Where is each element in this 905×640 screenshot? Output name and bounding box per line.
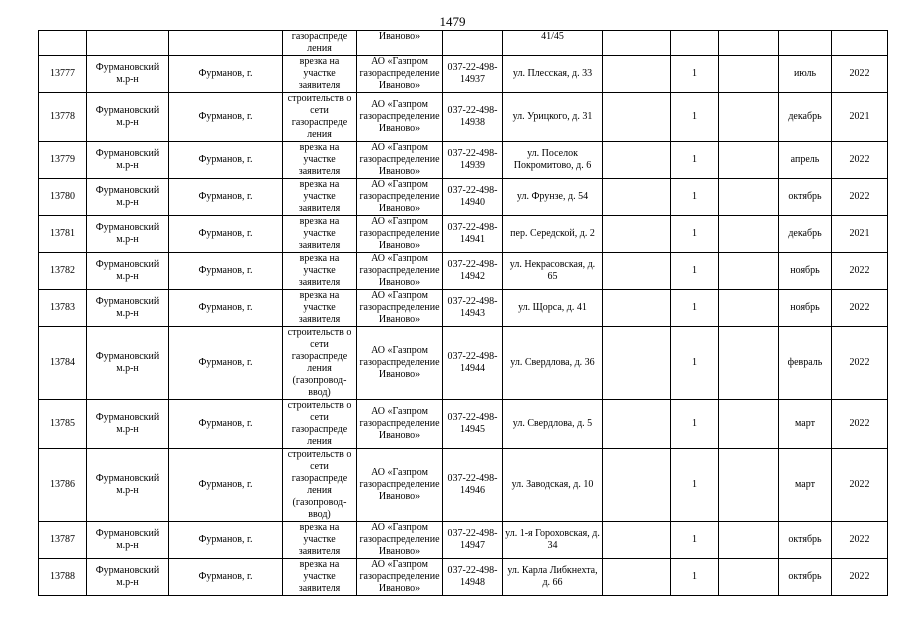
cell-qty: 1 [671, 449, 719, 522]
cell-empty [603, 93, 671, 142]
cell-year: 2022 [832, 56, 888, 93]
cell-code: 037-22-498-14947 [443, 522, 503, 559]
cell-empty [603, 216, 671, 253]
cell-qty [671, 31, 719, 56]
cell-code: 037-22-498-14937 [443, 56, 503, 93]
table-row [39, 449, 888, 522]
cell-city: Фурманов, г. [169, 559, 283, 596]
cell-id: 13786 [39, 449, 87, 522]
cell-id: 13784 [39, 327, 87, 400]
cell-district [87, 31, 169, 56]
cell-empty [603, 559, 671, 596]
cell-work-type: врезка на участке заявителя [283, 179, 357, 216]
cell-year: 2022 [832, 449, 888, 522]
cell-city: Фурманов, г. [169, 216, 283, 253]
cell-qty: 1 [671, 56, 719, 93]
cell-year: 2022 [832, 253, 888, 290]
cell-qty: 1 [671, 290, 719, 327]
cell-code [443, 31, 503, 56]
cell-id: 13782 [39, 253, 87, 290]
cell-year: 2021 [832, 93, 888, 142]
cell-address: ул. Фрунзе, д. 54 [503, 179, 603, 216]
cell-address: ул. Заводская, д. 10 [503, 449, 603, 522]
cell-empty [719, 290, 779, 327]
cell-address: ул. Некрасовская, д. 65 [503, 253, 603, 290]
cell-district: Фурмановский м.р-н [87, 216, 169, 253]
table-row [39, 559, 888, 596]
cell-empty [603, 449, 671, 522]
cell-city: Фурманов, г. [169, 93, 283, 142]
cell-id: 13787 [39, 522, 87, 559]
cell-address: пер. Середской, д. 2 [503, 216, 603, 253]
cell-year: 2022 [832, 327, 888, 400]
cell-id: 13780 [39, 179, 87, 216]
cell-month: март [779, 400, 832, 449]
cell-qty: 1 [671, 253, 719, 290]
cell-code: 037-22-498-14939 [443, 142, 503, 179]
cell-city [169, 31, 283, 56]
cell-empty [603, 31, 671, 56]
cell-organization: АО «Газпром газораспределение Иваново» [357, 327, 443, 400]
cell-district: Фурмановский м.р-н [87, 142, 169, 179]
cell-district: Фурмановский м.р-н [87, 522, 169, 559]
cell-work-type: врезка на участке заявителя [283, 253, 357, 290]
cell-month: июль [779, 56, 832, 93]
cell-address: 41/45 [503, 31, 603, 56]
cell-work-type: врезка на участке заявителя [283, 290, 357, 327]
cell-code: 037-22-498-14940 [443, 179, 503, 216]
page-number: 1479 [439, 14, 466, 29]
cell-district: Фурмановский м.р-н [87, 400, 169, 449]
cell-organization: АО «Газпром газораспределение Иваново» [357, 559, 443, 596]
cell-organization: АО «Газпром газораспределение Иваново» [357, 56, 443, 93]
cell-year [832, 31, 888, 56]
cell-id: 13777 [39, 56, 87, 93]
cell-empty [603, 179, 671, 216]
cell-address: ул. Карла Либкнехта, д. 66 [503, 559, 603, 596]
cell-empty [603, 327, 671, 400]
cell-qty: 1 [671, 400, 719, 449]
cell-address: ул. Урицкого, д. 31 [503, 93, 603, 142]
cell-id: 13783 [39, 290, 87, 327]
cell-work-type: врезка на участке заявителя [283, 522, 357, 559]
cell-organization: Иваново» [357, 31, 443, 56]
cell-organization: АО «Газпром газораспределение Иваново» [357, 400, 443, 449]
cell-organization: АО «Газпром газораспределение Иваново» [357, 522, 443, 559]
cell-work-type: врезка на участке заявителя [283, 216, 357, 253]
cell-month: декабрь [779, 216, 832, 253]
cell-month: февраль [779, 327, 832, 400]
cell-empty [603, 142, 671, 179]
cell-organization: АО «Газпром газораспределение Иваново» [357, 142, 443, 179]
cell-address: ул. Свердлова, д. 5 [503, 400, 603, 449]
cell-year: 2022 [832, 522, 888, 559]
cell-code: 037-22-498-14946 [443, 449, 503, 522]
cell-work-type: врезка на участке заявителя [283, 56, 357, 93]
cell-empty [719, 449, 779, 522]
cell-empty [719, 327, 779, 400]
cell-id: 13779 [39, 142, 87, 179]
cell-id: 13781 [39, 216, 87, 253]
cell-organization: АО «Газпром газораспределение Иваново» [357, 290, 443, 327]
cell-year: 2022 [832, 142, 888, 179]
cell-year: 2022 [832, 559, 888, 596]
cell-qty: 1 [671, 327, 719, 400]
cell-work-type: врезка на участке заявителя [283, 559, 357, 596]
cell-work-type: строительств о сети газораспреде ления (газопровод-ввод) [283, 449, 357, 522]
cell-year: 2021 [832, 216, 888, 253]
cell-month: декабрь [779, 93, 832, 142]
cell-organization: АО «Газпром газораспределение Иваново» [357, 253, 443, 290]
cell-empty [603, 253, 671, 290]
cell-city: Фурманов, г. [169, 449, 283, 522]
cell-district: Фурмановский м.р-н [87, 56, 169, 93]
cell-code: 037-22-498-14943 [443, 290, 503, 327]
cell-code: 037-22-498-14938 [443, 93, 503, 142]
cell-id [39, 31, 87, 56]
cell-district: Фурмановский м.р-н [87, 179, 169, 216]
cell-address: ул. 1-я Гороховская, д. 34 [503, 522, 603, 559]
cell-empty [719, 179, 779, 216]
table-row [39, 56, 888, 93]
cell-month: октябрь [779, 522, 832, 559]
cell-id: 13778 [39, 93, 87, 142]
cell-empty [719, 31, 779, 56]
table-row [39, 93, 888, 142]
cell-empty [603, 56, 671, 93]
cell-month: октябрь [779, 559, 832, 596]
cell-qty: 1 [671, 522, 719, 559]
cell-work-type: строительств о сети газораспреде ления (газопровод-ввод) [283, 327, 357, 400]
cell-qty: 1 [671, 93, 719, 142]
cell-work-type: строительств о сети газораспреде ления [283, 93, 357, 142]
cell-city: Фурманов, г. [169, 400, 283, 449]
cell-empty [719, 56, 779, 93]
table-row [39, 327, 888, 400]
cell-organization: АО «Газпром газораспределение Иваново» [357, 216, 443, 253]
cell-district: Фурмановский м.р-н [87, 93, 169, 142]
cell-district: Фурмановский м.р-н [87, 559, 169, 596]
cell-district: Фурмановский м.р-н [87, 449, 169, 522]
table-row [39, 522, 888, 559]
cell-address: ул. Поселок Покромитово, д. 6 [503, 142, 603, 179]
cell-district: Фурмановский м.р-н [87, 327, 169, 400]
cell-city: Фурманов, г. [169, 179, 283, 216]
table-row [39, 253, 888, 290]
cell-id: 13788 [39, 559, 87, 596]
cell-code: 037-22-498-14942 [443, 253, 503, 290]
cell-organization: АО «Газпром газораспределение Иваново» [357, 449, 443, 522]
cell-empty [719, 559, 779, 596]
continuation-row [39, 31, 888, 56]
cell-city: Фурманов, г. [169, 56, 283, 93]
cell-city: Фурманов, г. [169, 522, 283, 559]
cell-code: 037-22-498-14948 [443, 559, 503, 596]
cell-district: Фурмановский м.р-н [87, 290, 169, 327]
registry-table [38, 30, 888, 596]
cell-city: Фурманов, г. [169, 290, 283, 327]
cell-code: 037-22-498-14941 [443, 216, 503, 253]
cell-address: ул. Щорса, д. 41 [503, 290, 603, 327]
cell-organization: АО «Газпром газораспределение Иваново» [357, 179, 443, 216]
cell-month: апрель [779, 142, 832, 179]
cell-work-type: строительств о сети газораспреде ления [283, 400, 357, 449]
cell-empty [719, 142, 779, 179]
cell-district: Фурмановский м.р-н [87, 253, 169, 290]
cell-work-type: газораспреде ления [283, 31, 357, 56]
cell-id: 13785 [39, 400, 87, 449]
cell-empty [603, 290, 671, 327]
cell-month: ноябрь [779, 290, 832, 327]
cell-address: ул. Плесская, д. 33 [503, 56, 603, 93]
cell-year: 2022 [832, 400, 888, 449]
cell-city: Фурманов, г. [169, 142, 283, 179]
cell-organization: АО «Газпром газораспределение Иваново» [357, 93, 443, 142]
cell-month: ноябрь [779, 253, 832, 290]
table-row [39, 290, 888, 327]
cell-qty: 1 [671, 142, 719, 179]
cell-month: март [779, 449, 832, 522]
cell-code: 037-22-498-14944 [443, 327, 503, 400]
cell-month: октябрь [779, 179, 832, 216]
cell-empty [719, 400, 779, 449]
cell-empty [719, 93, 779, 142]
cell-city: Фурманов, г. [169, 327, 283, 400]
table-row [39, 179, 888, 216]
cell-empty [719, 253, 779, 290]
cell-empty [603, 400, 671, 449]
cell-year: 2022 [832, 290, 888, 327]
cell-qty: 1 [671, 216, 719, 253]
cell-empty [719, 216, 779, 253]
cell-empty [719, 522, 779, 559]
cell-empty [603, 522, 671, 559]
cell-qty: 1 [671, 179, 719, 216]
cell-month [779, 31, 832, 56]
cell-work-type: врезка на участке заявителя [283, 142, 357, 179]
cell-city: Фурманов, г. [169, 253, 283, 290]
cell-year: 2022 [832, 179, 888, 216]
cell-address: ул. Свердлова, д. 36 [503, 327, 603, 400]
table-row [39, 216, 888, 253]
cell-qty: 1 [671, 559, 719, 596]
table-row [39, 400, 888, 449]
cell-code: 037-22-498-14945 [443, 400, 503, 449]
table-row [39, 142, 888, 179]
